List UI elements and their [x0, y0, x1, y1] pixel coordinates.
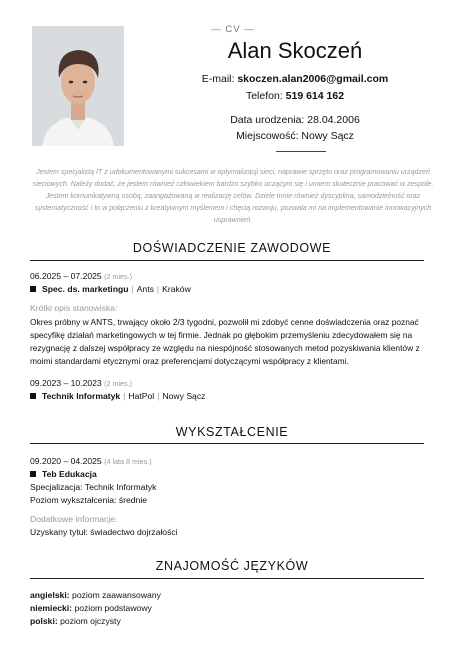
job-2-date-range: 09.2023 – 10.2023 — [30, 378, 102, 388]
job-2-dates — [30, 378, 132, 388]
language-name: niemiecki: — [30, 603, 73, 613]
job-1-dates — [30, 271, 132, 281]
bullet-square-icon — [30, 286, 36, 292]
job-2-header: Technik Informatyk | HatPol | Nowy Sącz — [30, 391, 205, 401]
job-1-location: Kraków — [162, 284, 191, 294]
education-dates — [30, 456, 152, 466]
job-1-company: Ants — [136, 284, 154, 294]
about-paragraph: Jestem specjalistą IT z udokumentowanymi sukcesami w optymalizacji sieci, naprawie sprzętu oraz programowaniu urządzeń sieciowych. Należy dodać, że jestem również człowiekiem bardzo szybko uczącym się i umiem skutecznie pracować w zespole. Jestem komunikatywną osobą, zaangażowaną w realizację celów. Dziele mnie również dyscyplina, samodzielność oraz systematyczność i to w połączeniu z kreatywnym myśleniem i chęcią rozwoju, pozwala mi na implementowanie innowacyjnych usprawnień. — [32, 168, 434, 224]
phone-line — [124, 90, 466, 102]
language-level: poziom podstawowy — [74, 603, 152, 613]
phone-value[interactable]: 519 614 162 — [285, 90, 345, 102]
language-name: angielski: — [30, 590, 70, 600]
job-2-location: Nowy Sącz — [162, 391, 206, 401]
job-1-desc-label: Krótki opis stanowiska: — [30, 303, 118, 313]
bullet-square-icon — [30, 471, 36, 477]
language-item — [30, 590, 161, 600]
education-school — [30, 469, 97, 479]
education-title: WYKSZTAŁCENIE — [175, 425, 289, 439]
languages-title: ZNAJOMOŚĆ JĘZYKÓW — [155, 559, 309, 573]
education-duration: (4 lata 8 mies.) — [104, 457, 152, 466]
job-1-date-range: 06.2025 – 07.2025 — [30, 271, 102, 281]
education-rule — [30, 443, 424, 444]
education-date-range: 09.2020 – 04.2025 — [30, 456, 102, 466]
job-1-description: Okres próbny w ANTS, trwający około 2/3 tygodni, pozwolił mi zdobyć cenne doświadczenia oraz poznać specyfikę działań marketingowych w tej firmie. Jednak po głębokim przemyśleniu zdecydowałem się na rezygnację z dalszej współpracy ze względu na niespójność stosowanych metod pozyskiwania klientów z moimi standardami etycznymi oraz preferencjami dotyczącymi współpracy z klientami. — [30, 317, 420, 366]
header-divider — [276, 151, 326, 152]
education-level: Poziom wykształcenia: średnie — [30, 495, 148, 505]
education-extra-label: Dodatkowe informacje: — [30, 514, 118, 524]
experience-rule — [30, 260, 424, 261]
bullet-square-icon — [30, 393, 36, 399]
education-specialization: Specjalizacja: Technik Informatyk — [30, 482, 157, 492]
experience-title: DOŚWIADCZENIE ZAWODOWE — [132, 241, 332, 255]
language-level: poziom zaawansowany — [72, 590, 161, 600]
language-name: polski: — [30, 616, 58, 626]
education-extra: Uzyskany tytuł: świadectwo dojrzałości — [30, 527, 178, 537]
birth-date: Data urodzenia: 28.04.2006 — [230, 114, 360, 126]
job-2-company: HatPol — [128, 391, 155, 401]
profile-photo — [32, 26, 124, 146]
person-portrait-icon — [32, 26, 124, 146]
email-value[interactable]: skoczen.alan2006@gmail.com — [237, 73, 389, 85]
email-label: E-mail: — [201, 73, 235, 85]
cv-label: — CV — — [211, 24, 255, 35]
job-1-duration: (2 mies.) — [104, 272, 133, 281]
email-line — [124, 73, 466, 85]
job-2-duration: (2 mies.) — [104, 379, 133, 388]
job-1-header: Spec. ds. marketingu | Ants | Kraków — [30, 284, 191, 294]
language-item — [30, 603, 152, 613]
job-2-position: Technik Informatyk — [42, 391, 121, 401]
languages-rule — [30, 578, 424, 579]
phone-label: Telefon: — [245, 90, 283, 102]
school-name: Teb Edukacja — [42, 469, 97, 479]
language-level: poziom ojczysty — [60, 616, 121, 626]
city: Miejscowość: Nowy Sącz — [236, 130, 354, 142]
full-name: Alan Skoczeń — [227, 38, 363, 63]
language-item — [30, 616, 121, 626]
job-1-position: Spec. ds. marketingu — [42, 284, 129, 294]
